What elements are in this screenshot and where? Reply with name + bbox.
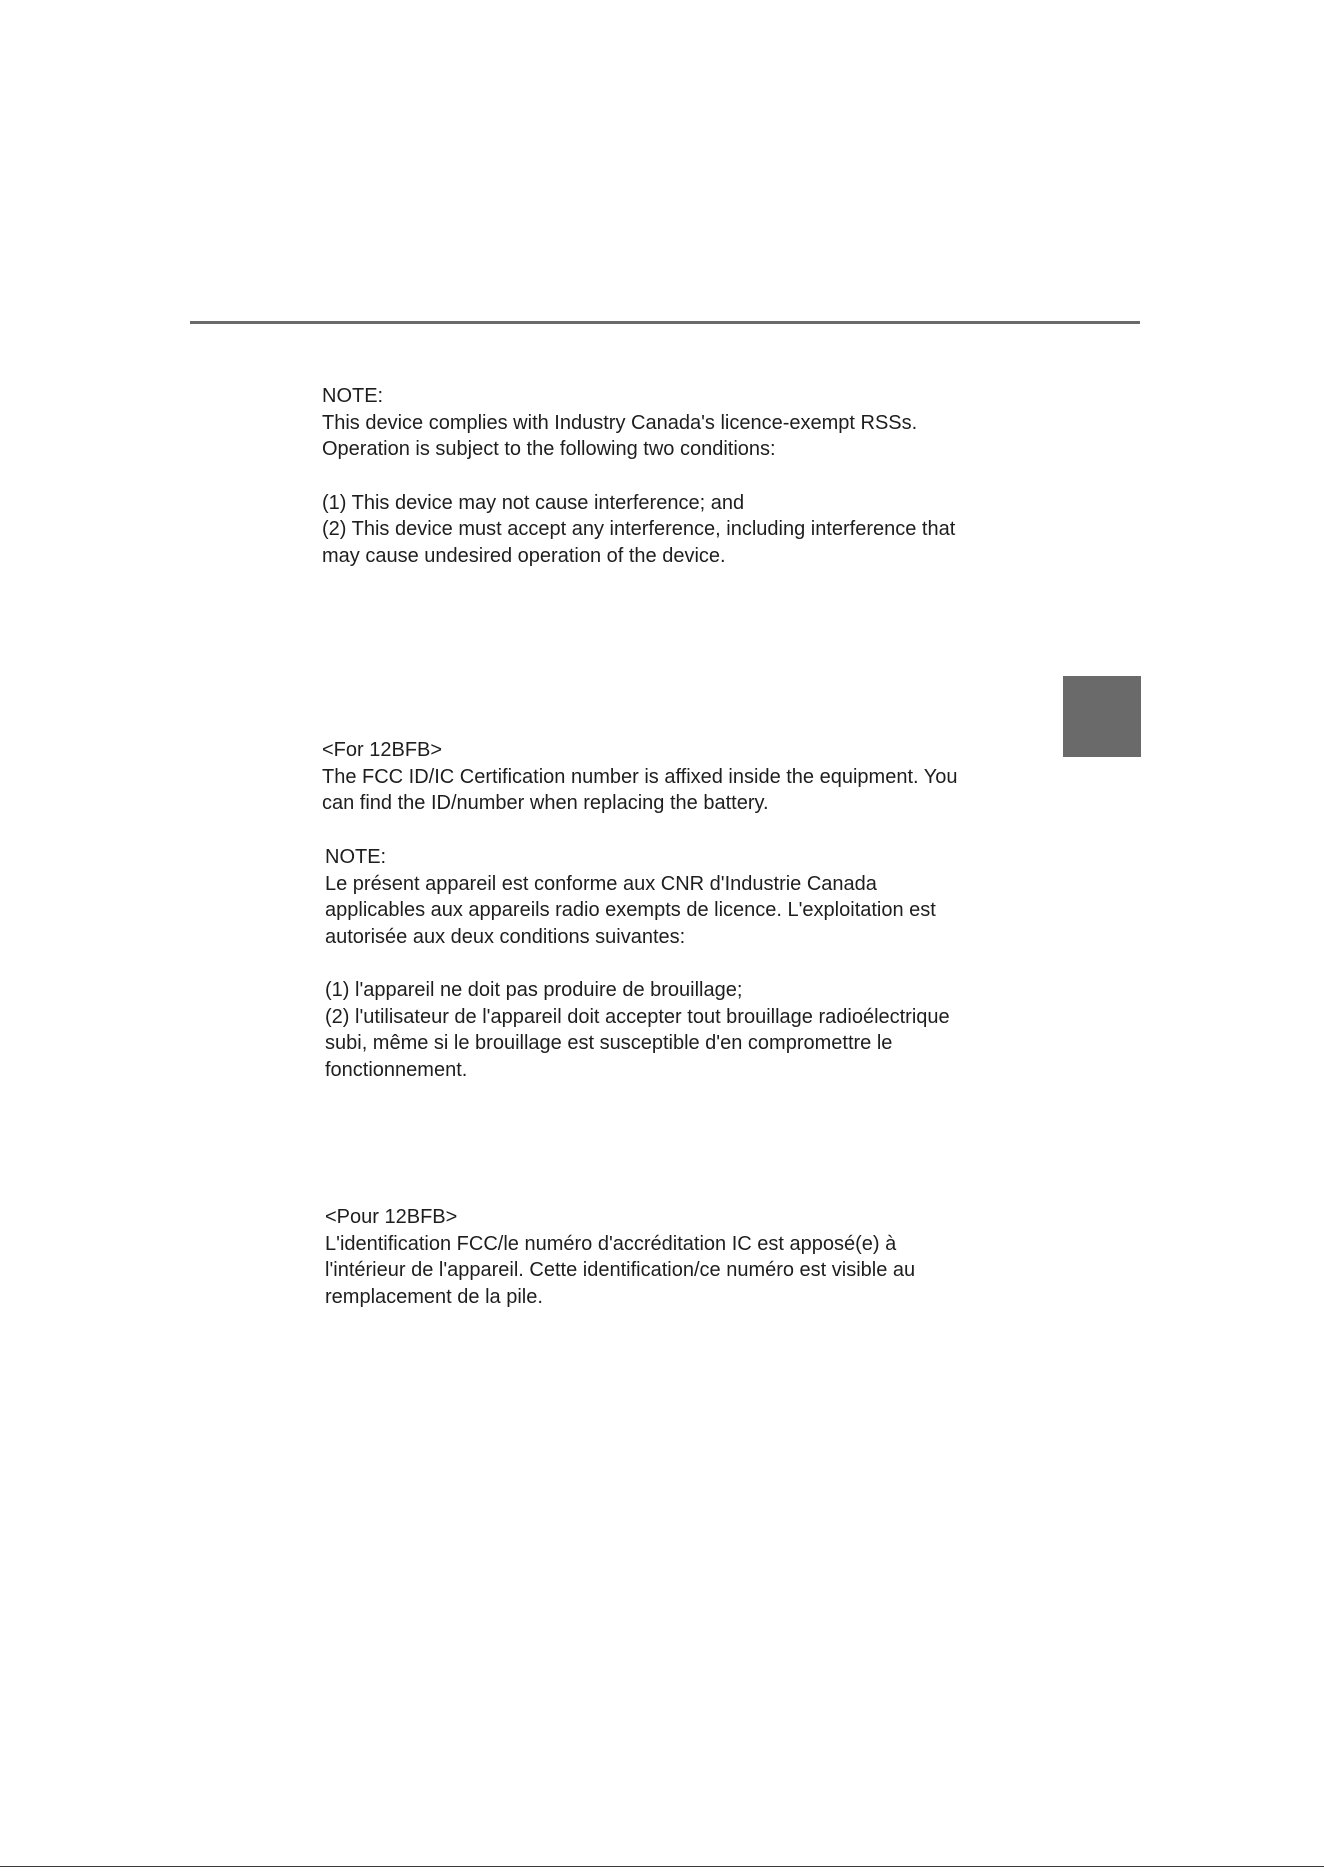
condition-line: (1) l'appareil ne doit pas produire de brouillage;: [325, 979, 743, 1001]
note-text-line: applicables aux appareils radio exempts de licence. L'exploitation est: [325, 899, 936, 921]
note-english: [322, 383, 955, 569]
condition-line: fonctionnement.: [325, 1058, 468, 1081]
model-info-french: [325, 1204, 915, 1310]
model-text-line: The FCC ID/IC Certification number is affixed inside the equipment. You: [322, 765, 958, 788]
condition-line: (2) l'utilisateur de l'appareil doit accepter tout brouillage radioélectrique: [325, 1005, 950, 1028]
model-text-line: remplacement de la pile.: [325, 1285, 543, 1308]
header-divider: [190, 321, 1140, 324]
note-text-line: Operation is subject to the following two conditions:: [322, 438, 776, 460]
condition-line: (2) This device must accept any interference, including interference that: [322, 518, 956, 540]
spacer: [322, 463, 955, 490]
note-text-line: Le présent appareil est conforme aux CNR d'Industrie Canada: [325, 872, 877, 895]
model-heading: <For 12BFB>: [322, 739, 443, 761]
model-text-line: L'identification FCC/le numéro d'accréditation IC est apposé(e) à: [325, 1232, 897, 1255]
spacer: [325, 950, 950, 977]
section-tab-marker: [1063, 676, 1141, 757]
condition-line: (1) This device may not cause interference; and: [322, 491, 745, 514]
note-text-line: autorisée aux deux conditions suivantes:: [325, 925, 686, 948]
note-heading: NOTE:: [322, 385, 384, 407]
footer-divider: [0, 1866, 1324, 1867]
note-heading: NOTE:: [325, 846, 387, 868]
model-heading: <Pour 12BFB>: [325, 1206, 458, 1228]
model-text-line: can find the ID/number when replacing the battery.: [322, 792, 769, 814]
note-french: [325, 844, 950, 1083]
condition-line: may cause undesired operation of the device.: [322, 544, 726, 567]
model-info-english: [322, 737, 958, 817]
model-text-line: l'intérieur de l'appareil. Cette identification/ce numéro est visible au: [325, 1259, 916, 1281]
condition-line: subi, même si le brouillage est susceptible d'en compromettre le: [325, 1032, 893, 1054]
note-text-line: This device complies with Industry Canada's licence-exempt RSSs.: [322, 411, 918, 434]
